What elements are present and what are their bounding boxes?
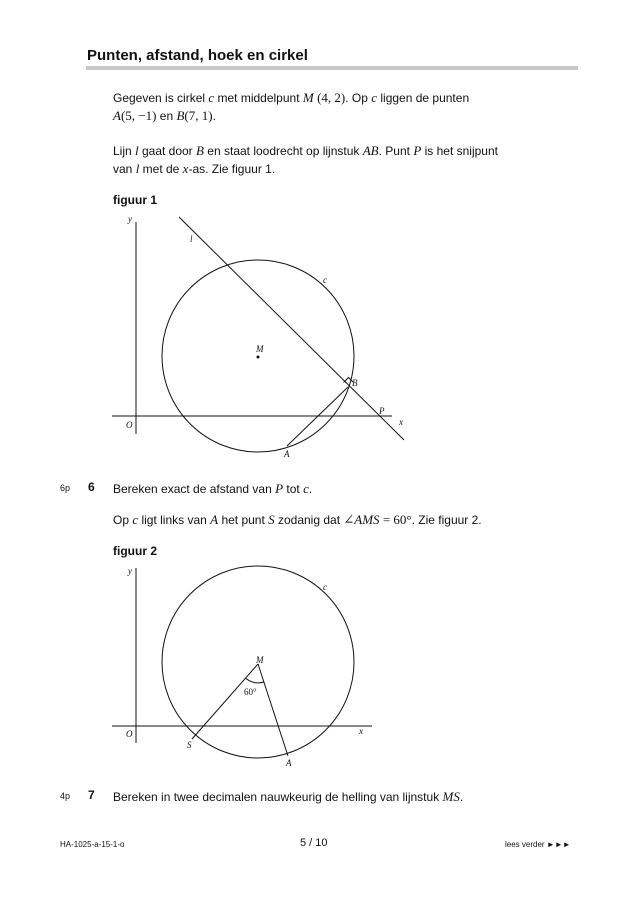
footer-page-number: 5 / 10 bbox=[300, 837, 328, 849]
line-desc-1: Lijn l gaat door B en staat loodrecht op lijnstuk AB. Punt P is het snijpunt bbox=[113, 143, 498, 158]
question-6-text: Bereken exact de afstand van P tot c. bbox=[113, 481, 313, 496]
fig1-label-y: y bbox=[128, 214, 132, 224]
fig2-label-angle: 60° bbox=[244, 687, 257, 697]
fig2-label-a: A bbox=[286, 758, 292, 768]
page-title: Punten, afstand, hoek en cirkel bbox=[87, 47, 308, 64]
figure-1-caption: figuur 1 bbox=[113, 193, 157, 207]
footer-continue: lees verder ►►► bbox=[505, 840, 571, 849]
fig1-label-b: B bbox=[352, 378, 358, 388]
fig1-label-o: O bbox=[126, 420, 133, 430]
question-7-number: 7 bbox=[88, 788, 95, 802]
fig2-segment-ms bbox=[192, 664, 258, 739]
fig1-label-p: P bbox=[379, 406, 385, 416]
fig2-label-o: O bbox=[126, 729, 133, 739]
question-7-text: Bereken in twee decimalen nauwkeurig de helling van lijnstuk MS. bbox=[113, 789, 464, 804]
intro-line-1: Gegeven is cirkel c met middelpunt M (4, 2). Op c liggen de punten bbox=[113, 90, 470, 105]
fig2-label-x: x bbox=[359, 726, 363, 736]
intro-line-2: A(5, −1) en B(7, 1). bbox=[113, 108, 216, 123]
question-7-points: 4p bbox=[60, 791, 71, 801]
fig1-label-x: x bbox=[399, 417, 403, 427]
footer-exam-code: HA-1025-a-15-1-o bbox=[60, 840, 125, 849]
fig2-segment-ma bbox=[258, 664, 288, 756]
fig2-label-y: y bbox=[128, 566, 132, 576]
fig2-angle-arc bbox=[246, 678, 265, 683]
fig1-label-c: c bbox=[323, 275, 327, 285]
fig1-label-l: l bbox=[190, 234, 193, 244]
fig1-label-m: M bbox=[256, 344, 264, 354]
fig2-label-s: S bbox=[187, 740, 192, 750]
line-desc-2: van l met de x-as. Zie figuur 1. bbox=[113, 161, 276, 176]
s-description: Op c ligt links van A het punt S zodanig dat ∠AMS = 60°. Zie figuur 2. bbox=[113, 512, 482, 527]
fig2-label-c: c bbox=[323, 582, 327, 592]
question-6-points: 6p bbox=[60, 483, 71, 493]
fig1-label-a: A bbox=[284, 449, 290, 459]
question-6-number: 6 bbox=[88, 480, 95, 494]
fig2-label-m: M bbox=[256, 655, 264, 665]
figure-2-caption: figuur 2 bbox=[113, 544, 157, 558]
